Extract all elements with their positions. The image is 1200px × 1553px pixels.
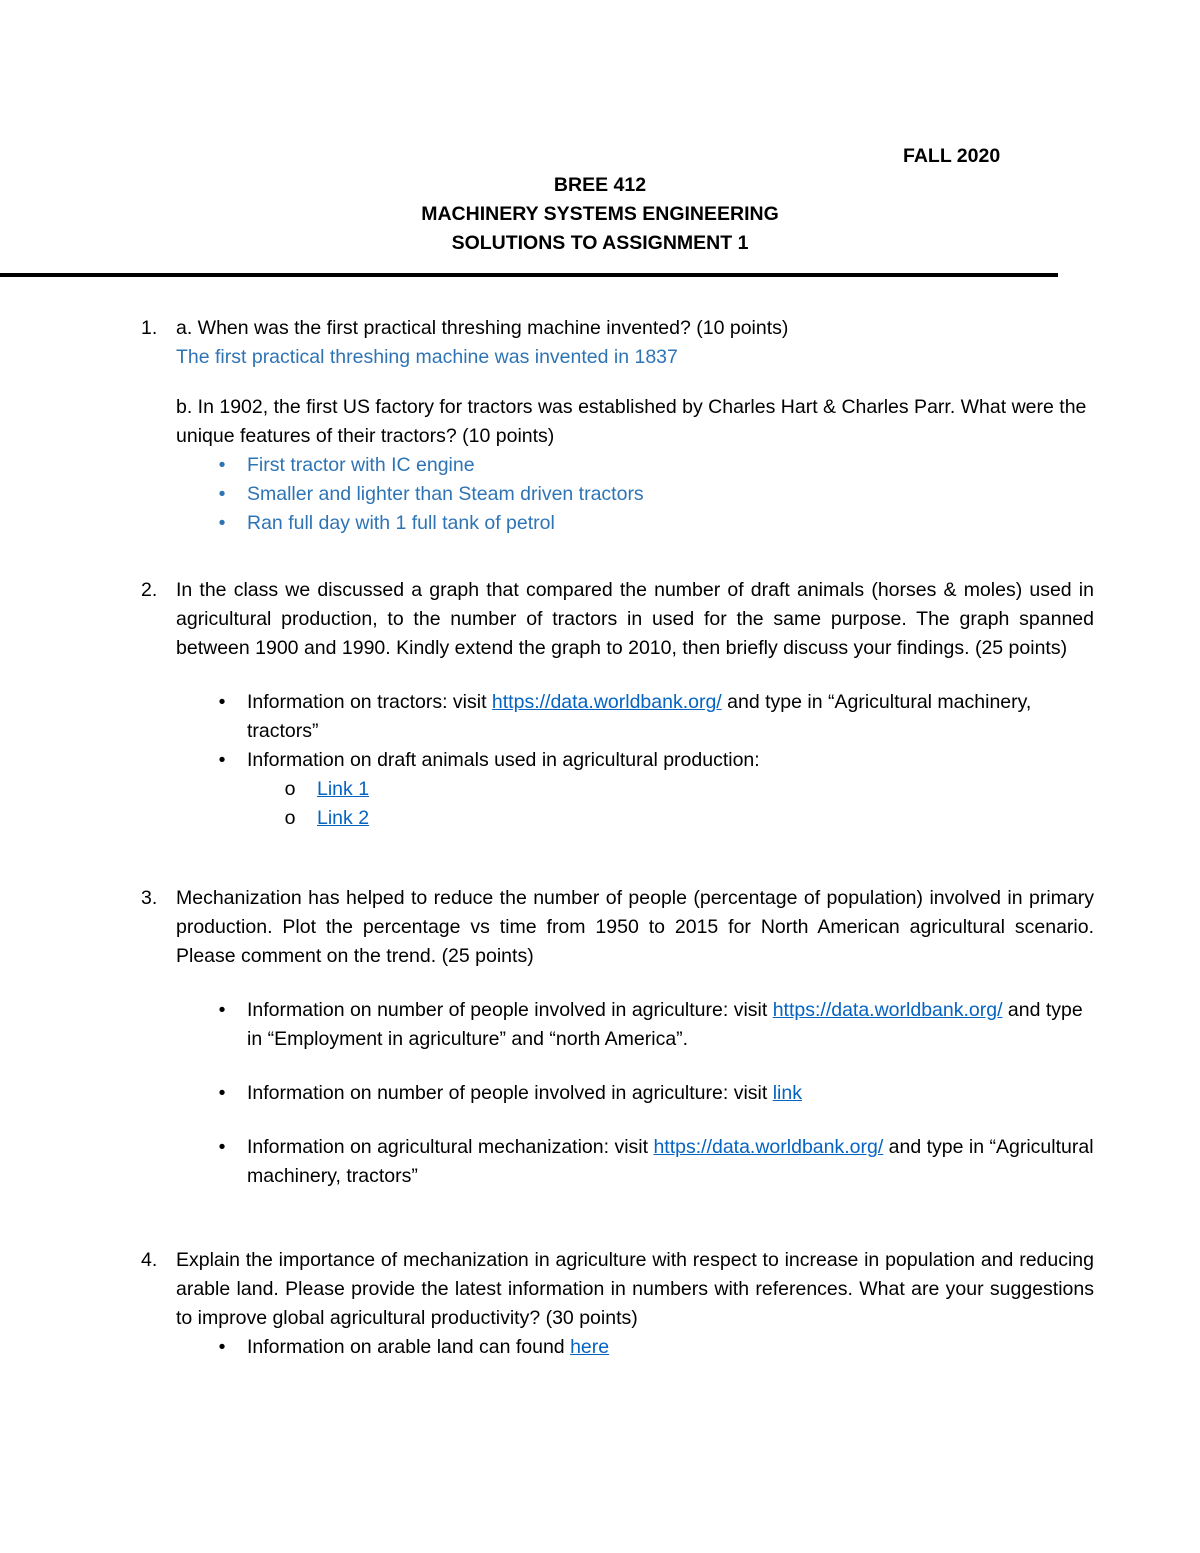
info-item: • Information on number of people involved in agriculture: visit https://data.worldbank.org/ and type in “Employment in agriculture” and “north America”. xyxy=(176,996,1094,1054)
sub-item xyxy=(176,775,1094,804)
bullet-icon: • xyxy=(218,691,226,713)
info-item: • Information on agricultural mechanization: visit https://data.worldbank.org/ and type in “Agricultural machinery, tractors” xyxy=(176,1133,1094,1191)
bullet-icon: • xyxy=(218,483,226,505)
answer-1b-item: • Ran full day with 1 full tank of petrol xyxy=(176,509,1094,538)
bullet-icon: • xyxy=(218,454,226,476)
document-title: SOLUTIONS TO ASSIGNMENT 1 xyxy=(451,232,749,254)
course-title: MACHINERY SYSTEMS ENGINEERING xyxy=(421,203,779,225)
link-2[interactable]: Link 2 xyxy=(317,807,370,829)
question-1 xyxy=(141,314,1094,538)
worldbank-link[interactable]: https://data.worldbank.org/ xyxy=(653,1136,884,1158)
question-1a-text: a. When was the first practical threshing machine invented? (10 points) xyxy=(176,317,789,339)
question-2 xyxy=(141,576,1094,833)
header-divider xyxy=(0,273,1058,277)
arable-land-link[interactable]: here xyxy=(570,1336,610,1358)
question-number: 1. xyxy=(141,317,158,339)
circle-bullet-icon: o xyxy=(284,778,296,800)
question-number: 4. xyxy=(141,1249,158,1271)
worldbank-link[interactable]: https://data.worldbank.org/ xyxy=(491,691,722,713)
link-1[interactable]: Link 1 xyxy=(317,778,370,800)
question-2-text: In the class we discussed a graph that compared the number of draft animals (horses & moles) used in agricultural production, to the number of tractors in used for the same purpose. The graph spanned between 1900 and 1990. Kindly extend the graph to 2010, then briefly discuss your findings. (25 points) xyxy=(176,579,1094,659)
info-item: • Information on number of people involved in agriculture: visit link xyxy=(176,1079,1094,1108)
info-item: • Information on tractors: visit https://data.worldbank.org/ and type in “Agricultural machinery, tractors” xyxy=(176,688,1094,746)
employment-link[interactable]: link xyxy=(772,1082,802,1104)
question-3 xyxy=(141,884,1094,1191)
bullet-icon: • xyxy=(218,1336,226,1358)
question-3-text: Mechanization has helped to reduce the number of people (percentage of population) involved in primary production. Plot the percentage vs time from 1950 to 2015 for North American agricultural scenario. Please comment on the trend. (25 points) xyxy=(176,887,1094,967)
question-number: 2. xyxy=(141,579,158,601)
question-4-text: Explain the importance of mechanization in agriculture with respect to increase in population and reducing arable land. Please provide the latest information in numbers with references. What are your suggestions to improve global agricultural productivity? (30 points) xyxy=(176,1249,1094,1329)
bullet-icon: • xyxy=(218,749,226,771)
course-code: BREE 412 xyxy=(553,174,647,196)
answer-1a: The first practical threshing machine was invented in 1837 xyxy=(176,346,678,368)
answer-1b-item: • First tractor with IC engine xyxy=(176,451,1094,480)
bullet-icon: • xyxy=(218,512,226,534)
worldbank-link[interactable]: https://data.worldbank.org/ xyxy=(772,999,1003,1021)
question-1b-text: b. In 1902, the first US factory for tractors was established by Charles Hart & Charles Parr. What were the unique features of their tractors? (10 points) xyxy=(176,396,1087,447)
circle-bullet-icon: o xyxy=(284,807,296,829)
answer-1b-item: • Smaller and lighter than Steam driven tractors xyxy=(176,480,1094,509)
info-item: • Information on arable land can found here xyxy=(176,1333,1094,1362)
question-number: 3. xyxy=(141,887,158,909)
bullet-icon: • xyxy=(218,1136,226,1158)
sub-item xyxy=(176,804,1094,833)
bullet-icon: • xyxy=(218,1082,226,1104)
semester-label: FALL 2020 xyxy=(903,145,1001,167)
info-item: • Information on draft animals used in agricultural production: xyxy=(176,746,1094,775)
question-4 xyxy=(141,1246,1094,1362)
bullet-icon: • xyxy=(218,999,226,1021)
